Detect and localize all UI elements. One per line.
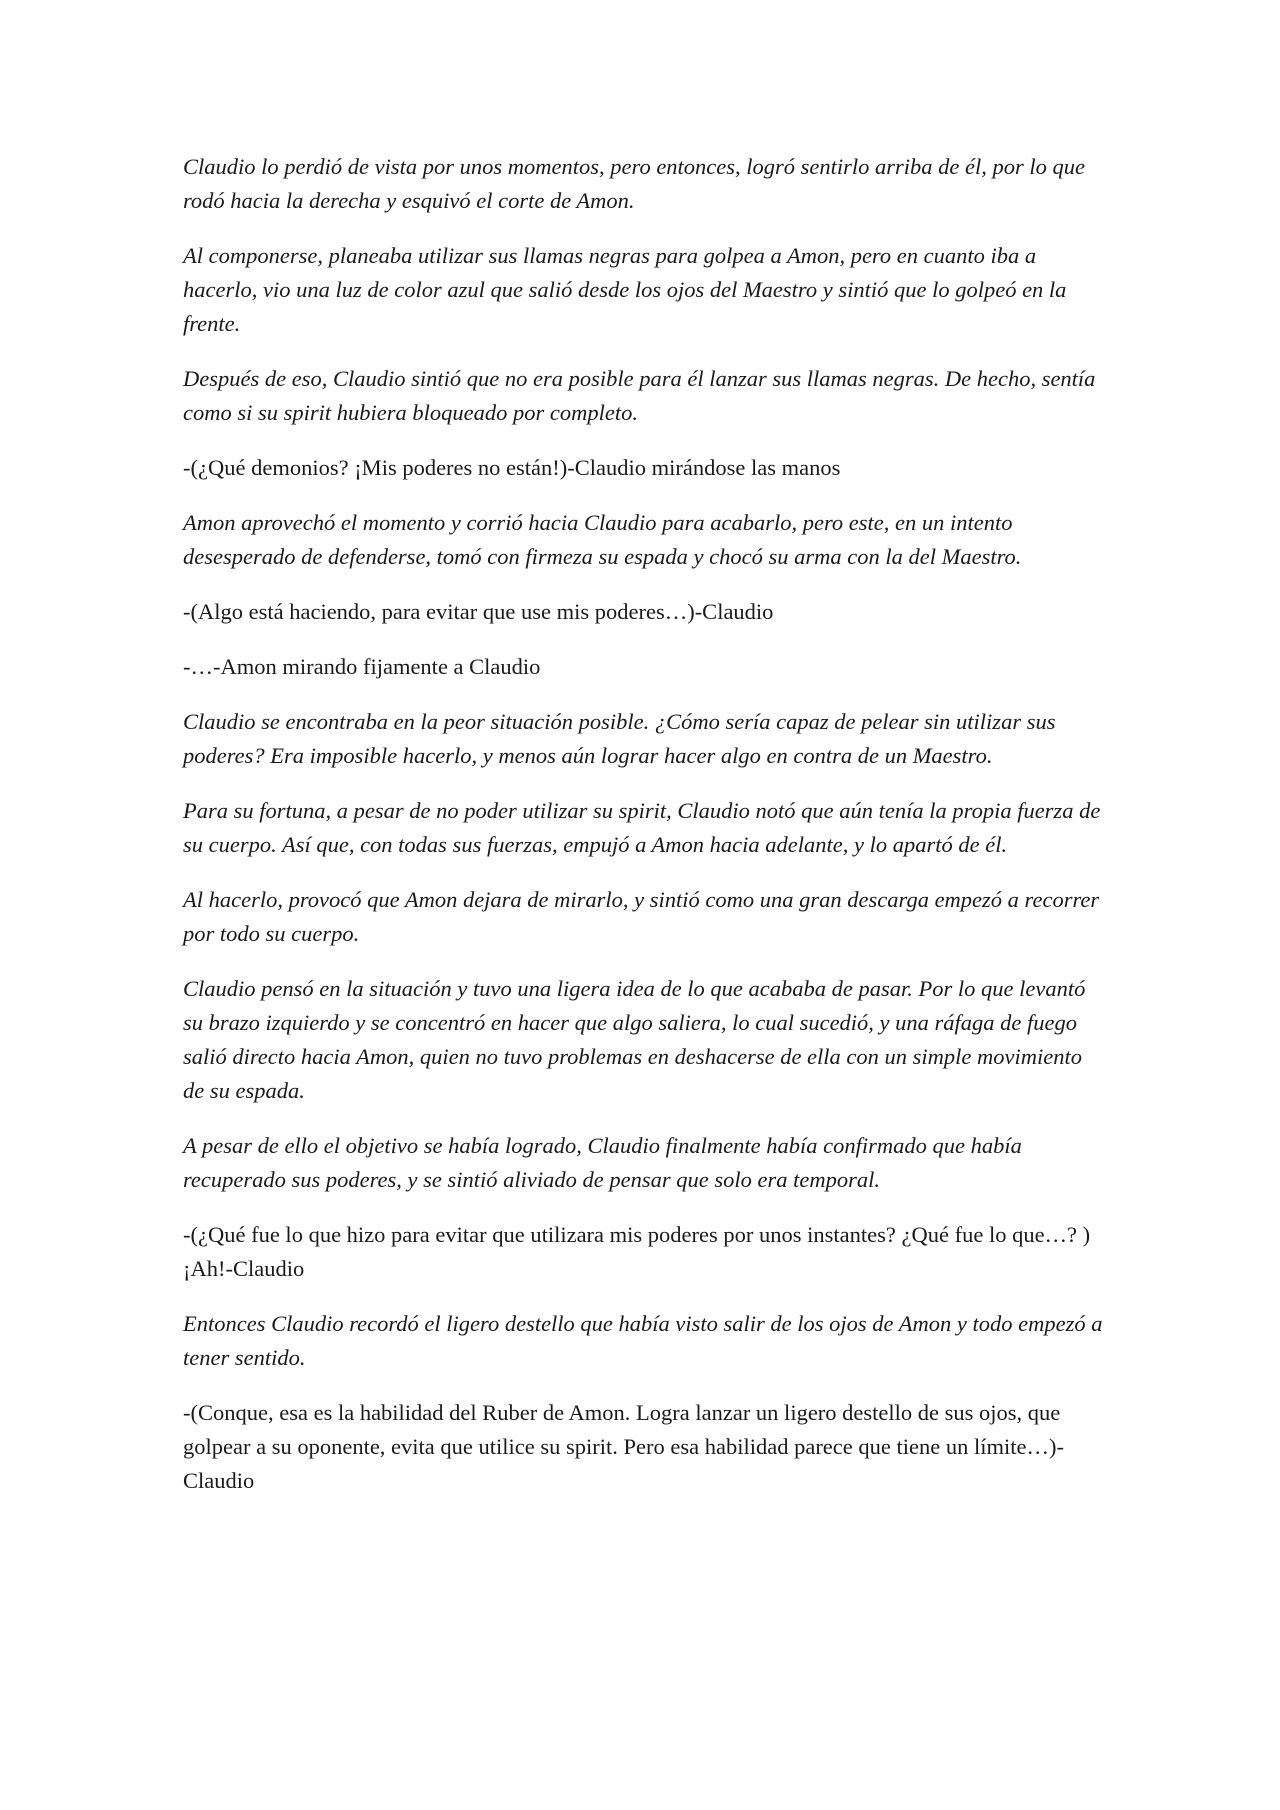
paragraph-narration: A pesar de ello el objetivo se había logrado, Claudio finalmente había confirmado que había recuperado sus poderes, y se sintió aliviado de pensar que solo era temporal. [183, 1133, 1022, 1192]
paragraph-dialogue: -(Algo está haciendo, para evitar que use mis poderes…)-Claudio [183, 599, 774, 624]
paragraph-narration: Para su fortuna, a pesar de no poder utilizar su spirit, Claudio notó que aún tenía la propia fuerza de su cuerpo. Así que, con todas sus fuerzas, empujó a Amon hacia adelante, y lo apartó de él. [183, 798, 1101, 857]
paragraph-dialogue: -(¿Qué fue lo que hizo para evitar que utilizara mis poderes por unos instantes? ¿Qué fue lo que…? ) ¡Ah!-Claudio [183, 1222, 1091, 1281]
paragraph-dialogue: -…-Amon mirando fijamente a Claudio [183, 654, 541, 679]
paragraph-narration: Claudio lo perdió de vista por unos momentos, pero entonces, logró sentirlo arriba de él, por lo que rodó hacia la derecha y esquivó el corte de Amon. [183, 154, 1086, 213]
paragraph-narration: Claudio se encontraba en la peor situación posible. ¿Cómo sería capaz de pelear sin utilizar sus poderes? Era imposible hacerlo, y menos aún lograr hacer algo en contra de un Maestro. [183, 709, 1056, 768]
paragraph-narration: Claudio pensó en la situación y tuvo una ligera idea de lo que acababa de pasar. Por lo que levantó su brazo izquierdo y se concentró en hacer que algo saliera, lo cual sucedió, y una ráfaga de fuego salió directo hacia Amon, quien no tuvo problemas en deshacerse de ella con un simple movimiento de su espada. [183, 976, 1086, 1103]
paragraph-dialogue: -(¿Qué demonios? ¡Mis poderes no están!)-Claudio mirándose las manos [183, 455, 841, 480]
paragraph-narration: Entonces Claudio recordó el ligero destello que había visto salir de los ojos de Amon y todo empezó a tener sentido. [183, 1311, 1103, 1370]
paragraph-dialogue: -(Conque, esa es la habilidad del Ruber de Amon. Logra lanzar un ligero destello de sus ojos, que golpear a su oponente, evita que utilice su spirit. Pero esa habilidad parece que tiene un límite…)-Claudio [183, 1400, 1064, 1493]
paragraph-narration: Amon aprovechó el momento y corrió hacia Claudio para acabarlo, pero este, en un intento desesperado de defenderse, tomó con firmeza su espada y chocó su arma con la del Maestro. [183, 510, 1022, 569]
document-page [183, 150, 1103, 1519]
paragraph-narration: Al componerse, planeaba utilizar sus llamas negras para golpea a Amon, pero en cuanto iba a hacerlo, vio una luz de color azul que salió desde los ojos del Maestro y sintió que lo golpeó en la frente. [183, 243, 1067, 336]
paragraph-narration: Después de eso, Claudio sintió que no era posible para él lanzar sus llamas negras. De hecho, sentía como si su spirit hubiera bloqueado por completo. [183, 366, 1096, 425]
paragraph-narration: Al hacerlo, provocó que Amon dejara de mirarlo, y sintió como una gran descarga empezó a recorrer por todo su cuerpo. [183, 887, 1100, 946]
